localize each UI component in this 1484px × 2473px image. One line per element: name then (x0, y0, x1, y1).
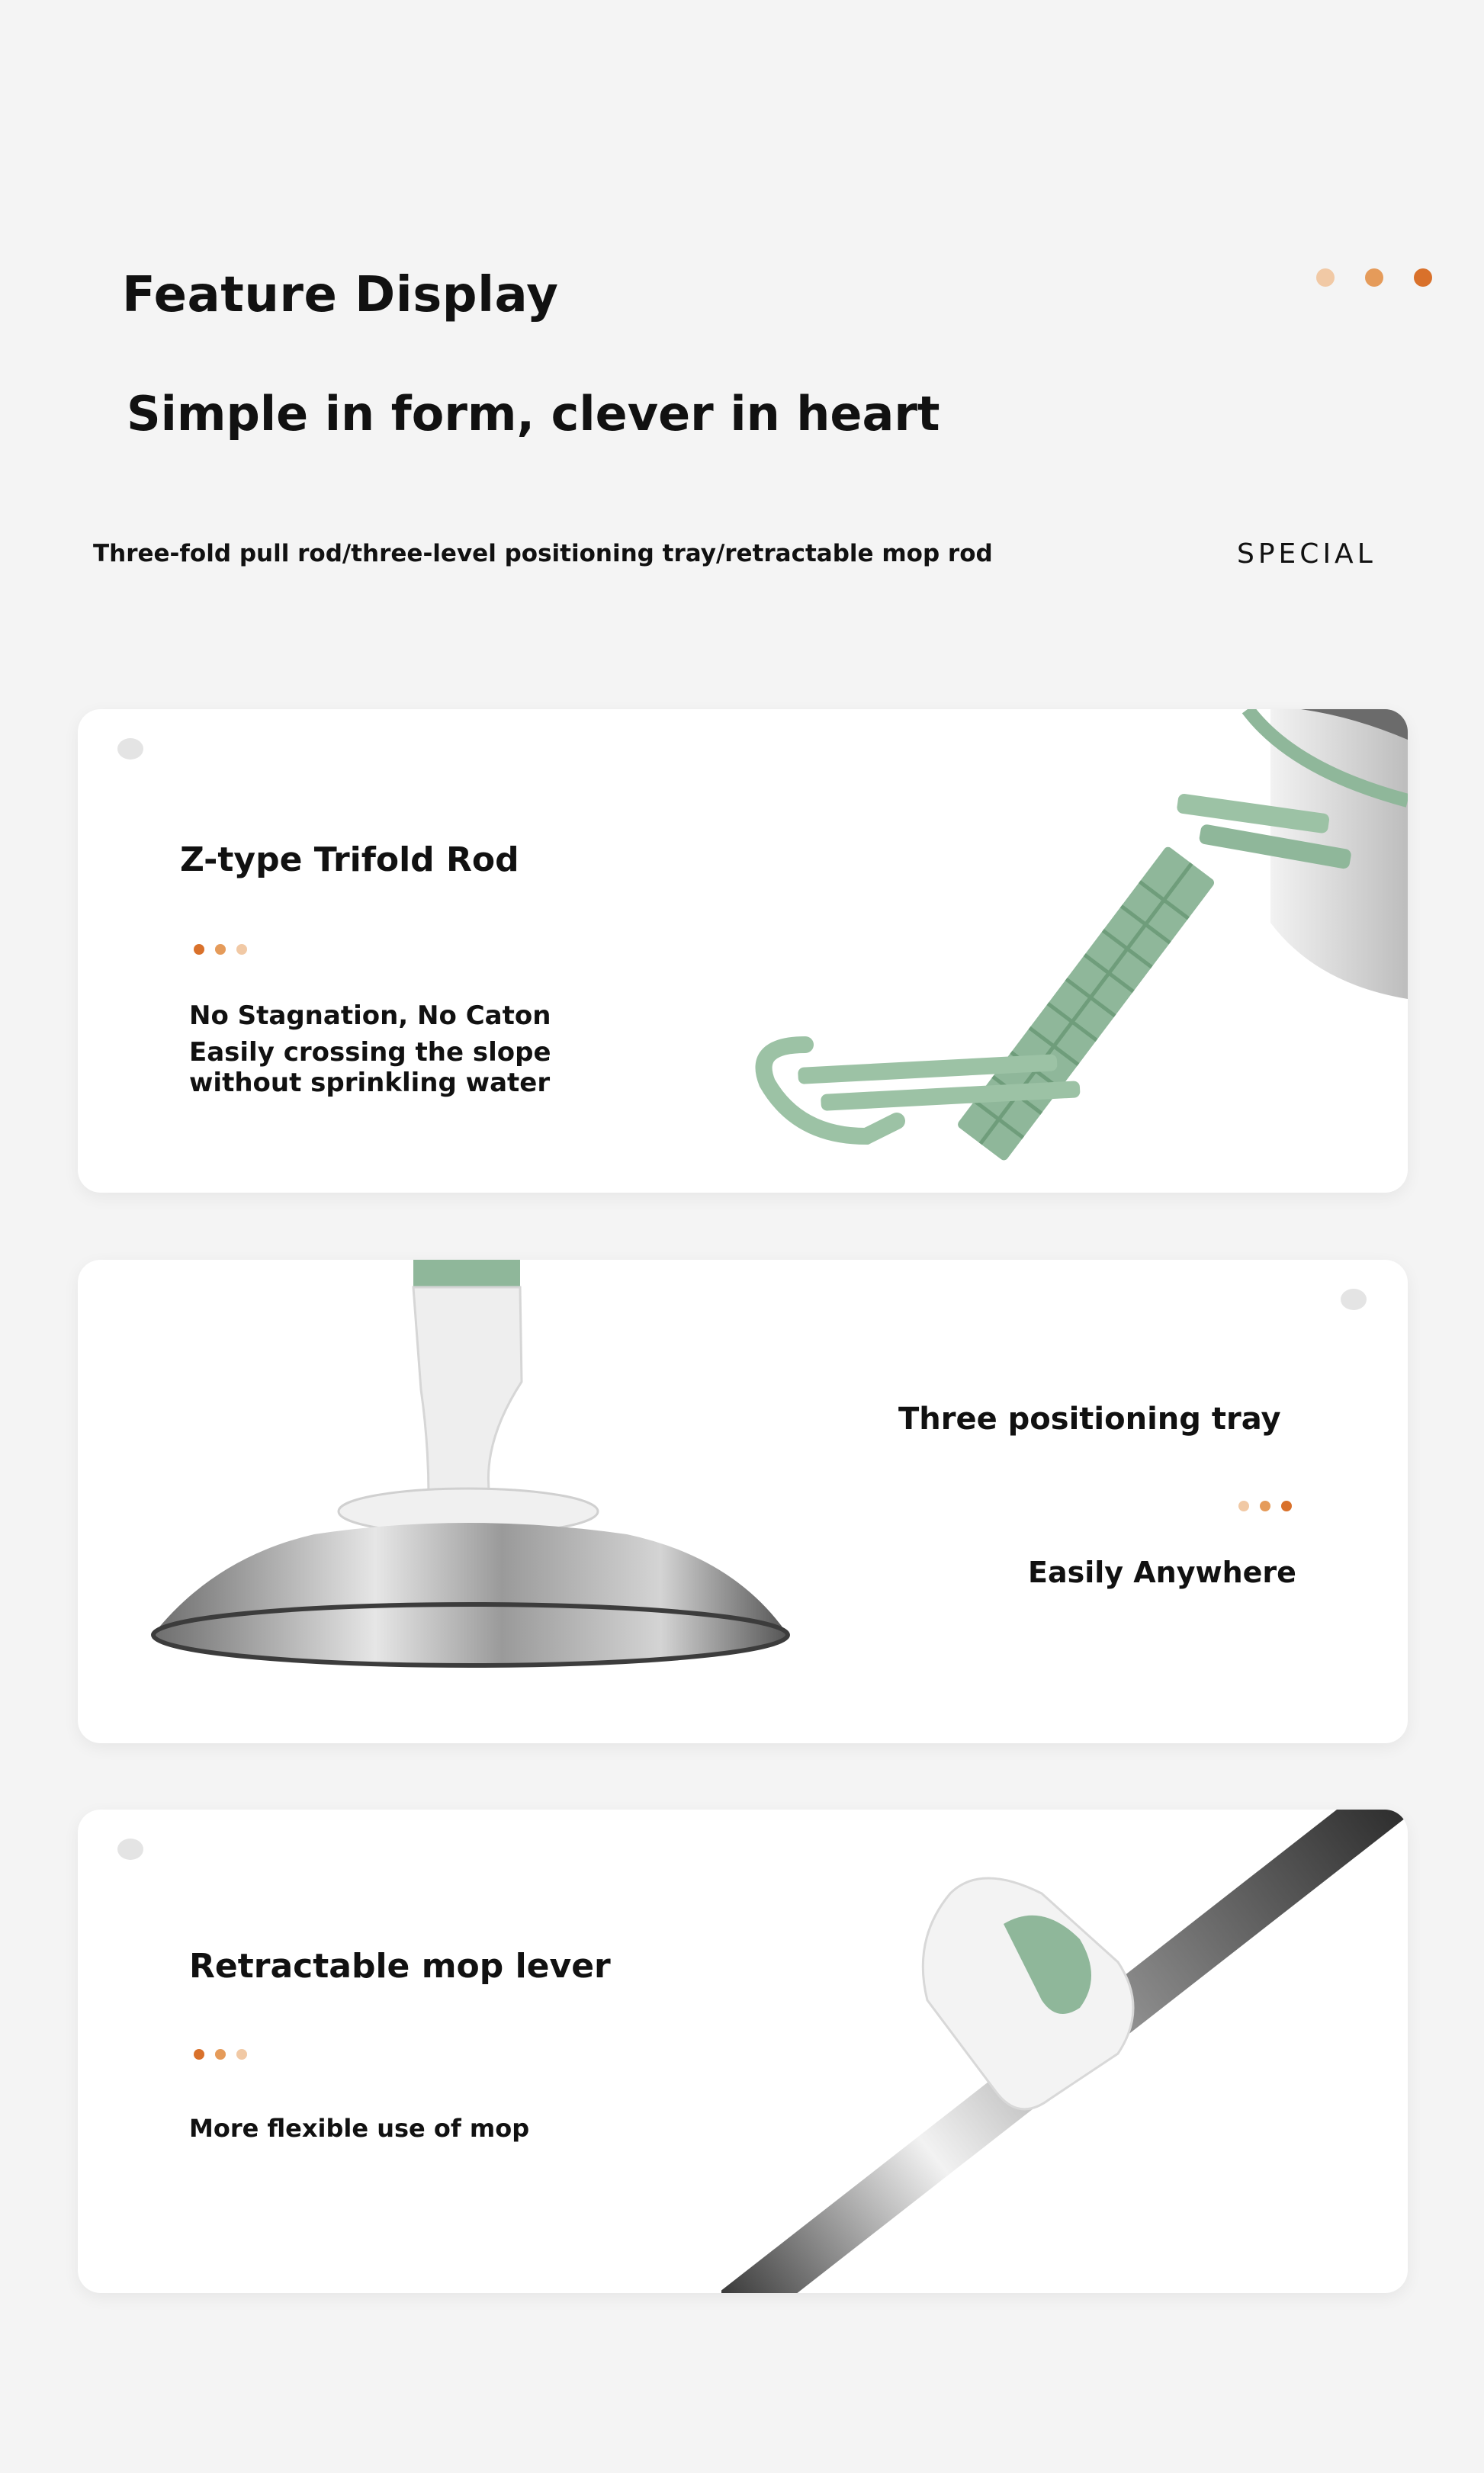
feature-card-trifold-rod (78, 709, 1408, 1193)
feature-card-positioning-tray (78, 1260, 1408, 1743)
mop-base-image (124, 1260, 795, 1743)
feature-line: Easily crossing the slope (189, 1037, 551, 1068)
corner-dot (1341, 1289, 1367, 1310)
corner-dot (117, 1839, 143, 1860)
feature-description (1028, 1554, 1296, 1591)
mop-rod-clip-image (721, 1810, 1408, 2293)
feature-card-retractable-lever (78, 1810, 1408, 2293)
feature-title: Z-type Trifold Rod (180, 840, 519, 879)
decorative-dots (194, 2049, 258, 2060)
decorative-dots (1238, 1501, 1303, 1511)
page-title: Feature Display (122, 267, 559, 323)
feature-description (189, 997, 551, 1101)
feature-line: without sprinkling water (189, 1068, 551, 1098)
feature-title: Three positioning tray (898, 1402, 1281, 1437)
folding-handle-image (645, 709, 1408, 1193)
dot (1316, 268, 1335, 287)
feature-line: Easily Anywhere (1028, 1556, 1296, 1589)
page-subtitle: Simple in form, clever in heart (127, 386, 940, 442)
corner-dot (117, 738, 143, 760)
decorative-dots (194, 944, 258, 955)
dot (1414, 268, 1432, 287)
dot (1365, 268, 1383, 287)
feature-tagline: Three-fold pull rod/three-level positioning tray/retractable mop rod (93, 540, 993, 567)
feature-line: More flexible use of mop (189, 2114, 530, 2143)
feature-title: Retractable mop lever (189, 1947, 611, 1986)
decorative-dots (1316, 268, 1452, 287)
feature-description (189, 2110, 529, 2147)
special-badge: SPECIAL (1237, 538, 1376, 570)
feature-line: No Stagnation, No Caton (189, 1000, 551, 1031)
